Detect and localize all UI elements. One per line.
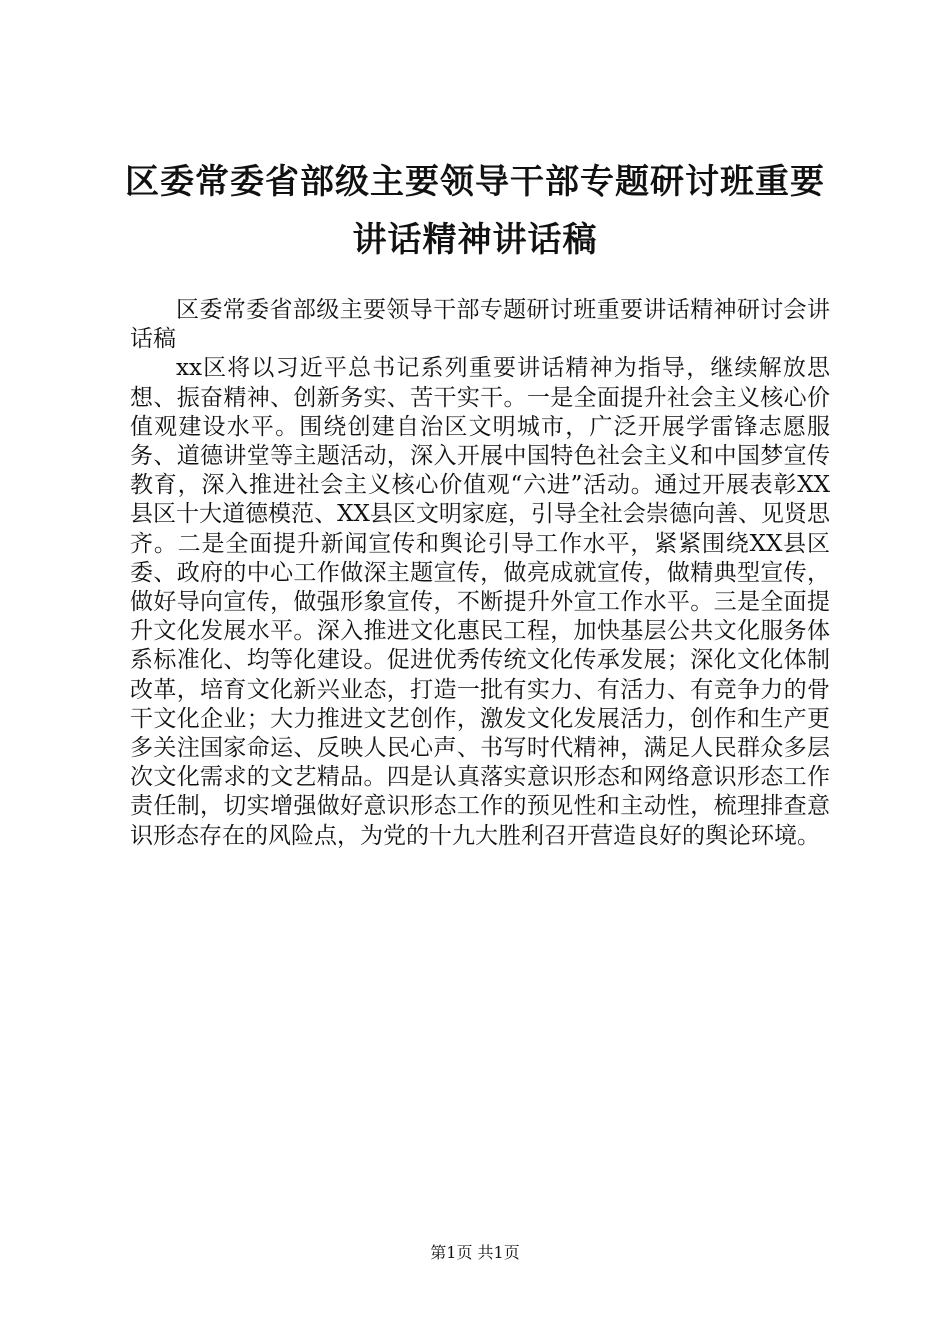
body-paragraph: xx区将以习近平总书记系列重要讲话精神为指导，继续解放思想、振奋精神、创新务实、苦干实干。一是全面提升社会主义核心价值观建设水平。围绕创建自治区文明城市，广泛开展学雷锋志愿服务、道德讲堂等主题活动，深入开展中国特色社会主义和中国梦宣传教育，深入推进社会主义核心价值观“六进”活动。通过开展表彰XX县区十大道德模范、XX县区文明家庭，引导全社会崇德向善、见贤思齐。二是全面提升新闻宣传和舆论引导工作水平，紧紧围绕XX县区委、政府的中心工作做深主题宣传，做亮成就宣传，做精典型宣传，做好导向宣传，做强形象宣传，不断提升外宣工作水平。三是全面提升文化发展水平。深入推进文化惠民工程，加快基层公共文化服务体系标准化、均等化建设。促进优秀传统文化传承发展；深化文化体制改革，培育文化新兴业态，打造一批有实力、有活力、有竞争力的骨干文化企业；大力推进文艺创作，激发文化发展活力，创作和生产更多关注国家命运、反映人民心声、书写时代精神，满足人民群众多层次文化需求的文艺精品。四是认真落实意识形态和网络意识形态工作责任制，切实增强做好意识形态工作的预见性和主动性，梳理排查意识形态存在的风险点，为党的十九大胜利召开营造良好的舆论环境。 [130,355,830,849]
document-title-line-1: 区委常委省部级主要领导干部专题研讨班重要 [125,162,825,202]
document-title-line-2: 讲话精神讲话稿 [352,220,598,260]
document-body [130,296,830,851]
page-footer: 第1页 共1页 [430,1243,520,1262]
subtitle-paragraph: 区委常委省部级主要领导干部专题研讨班重要讲话精神研讨会讲话稿 [130,297,830,353]
